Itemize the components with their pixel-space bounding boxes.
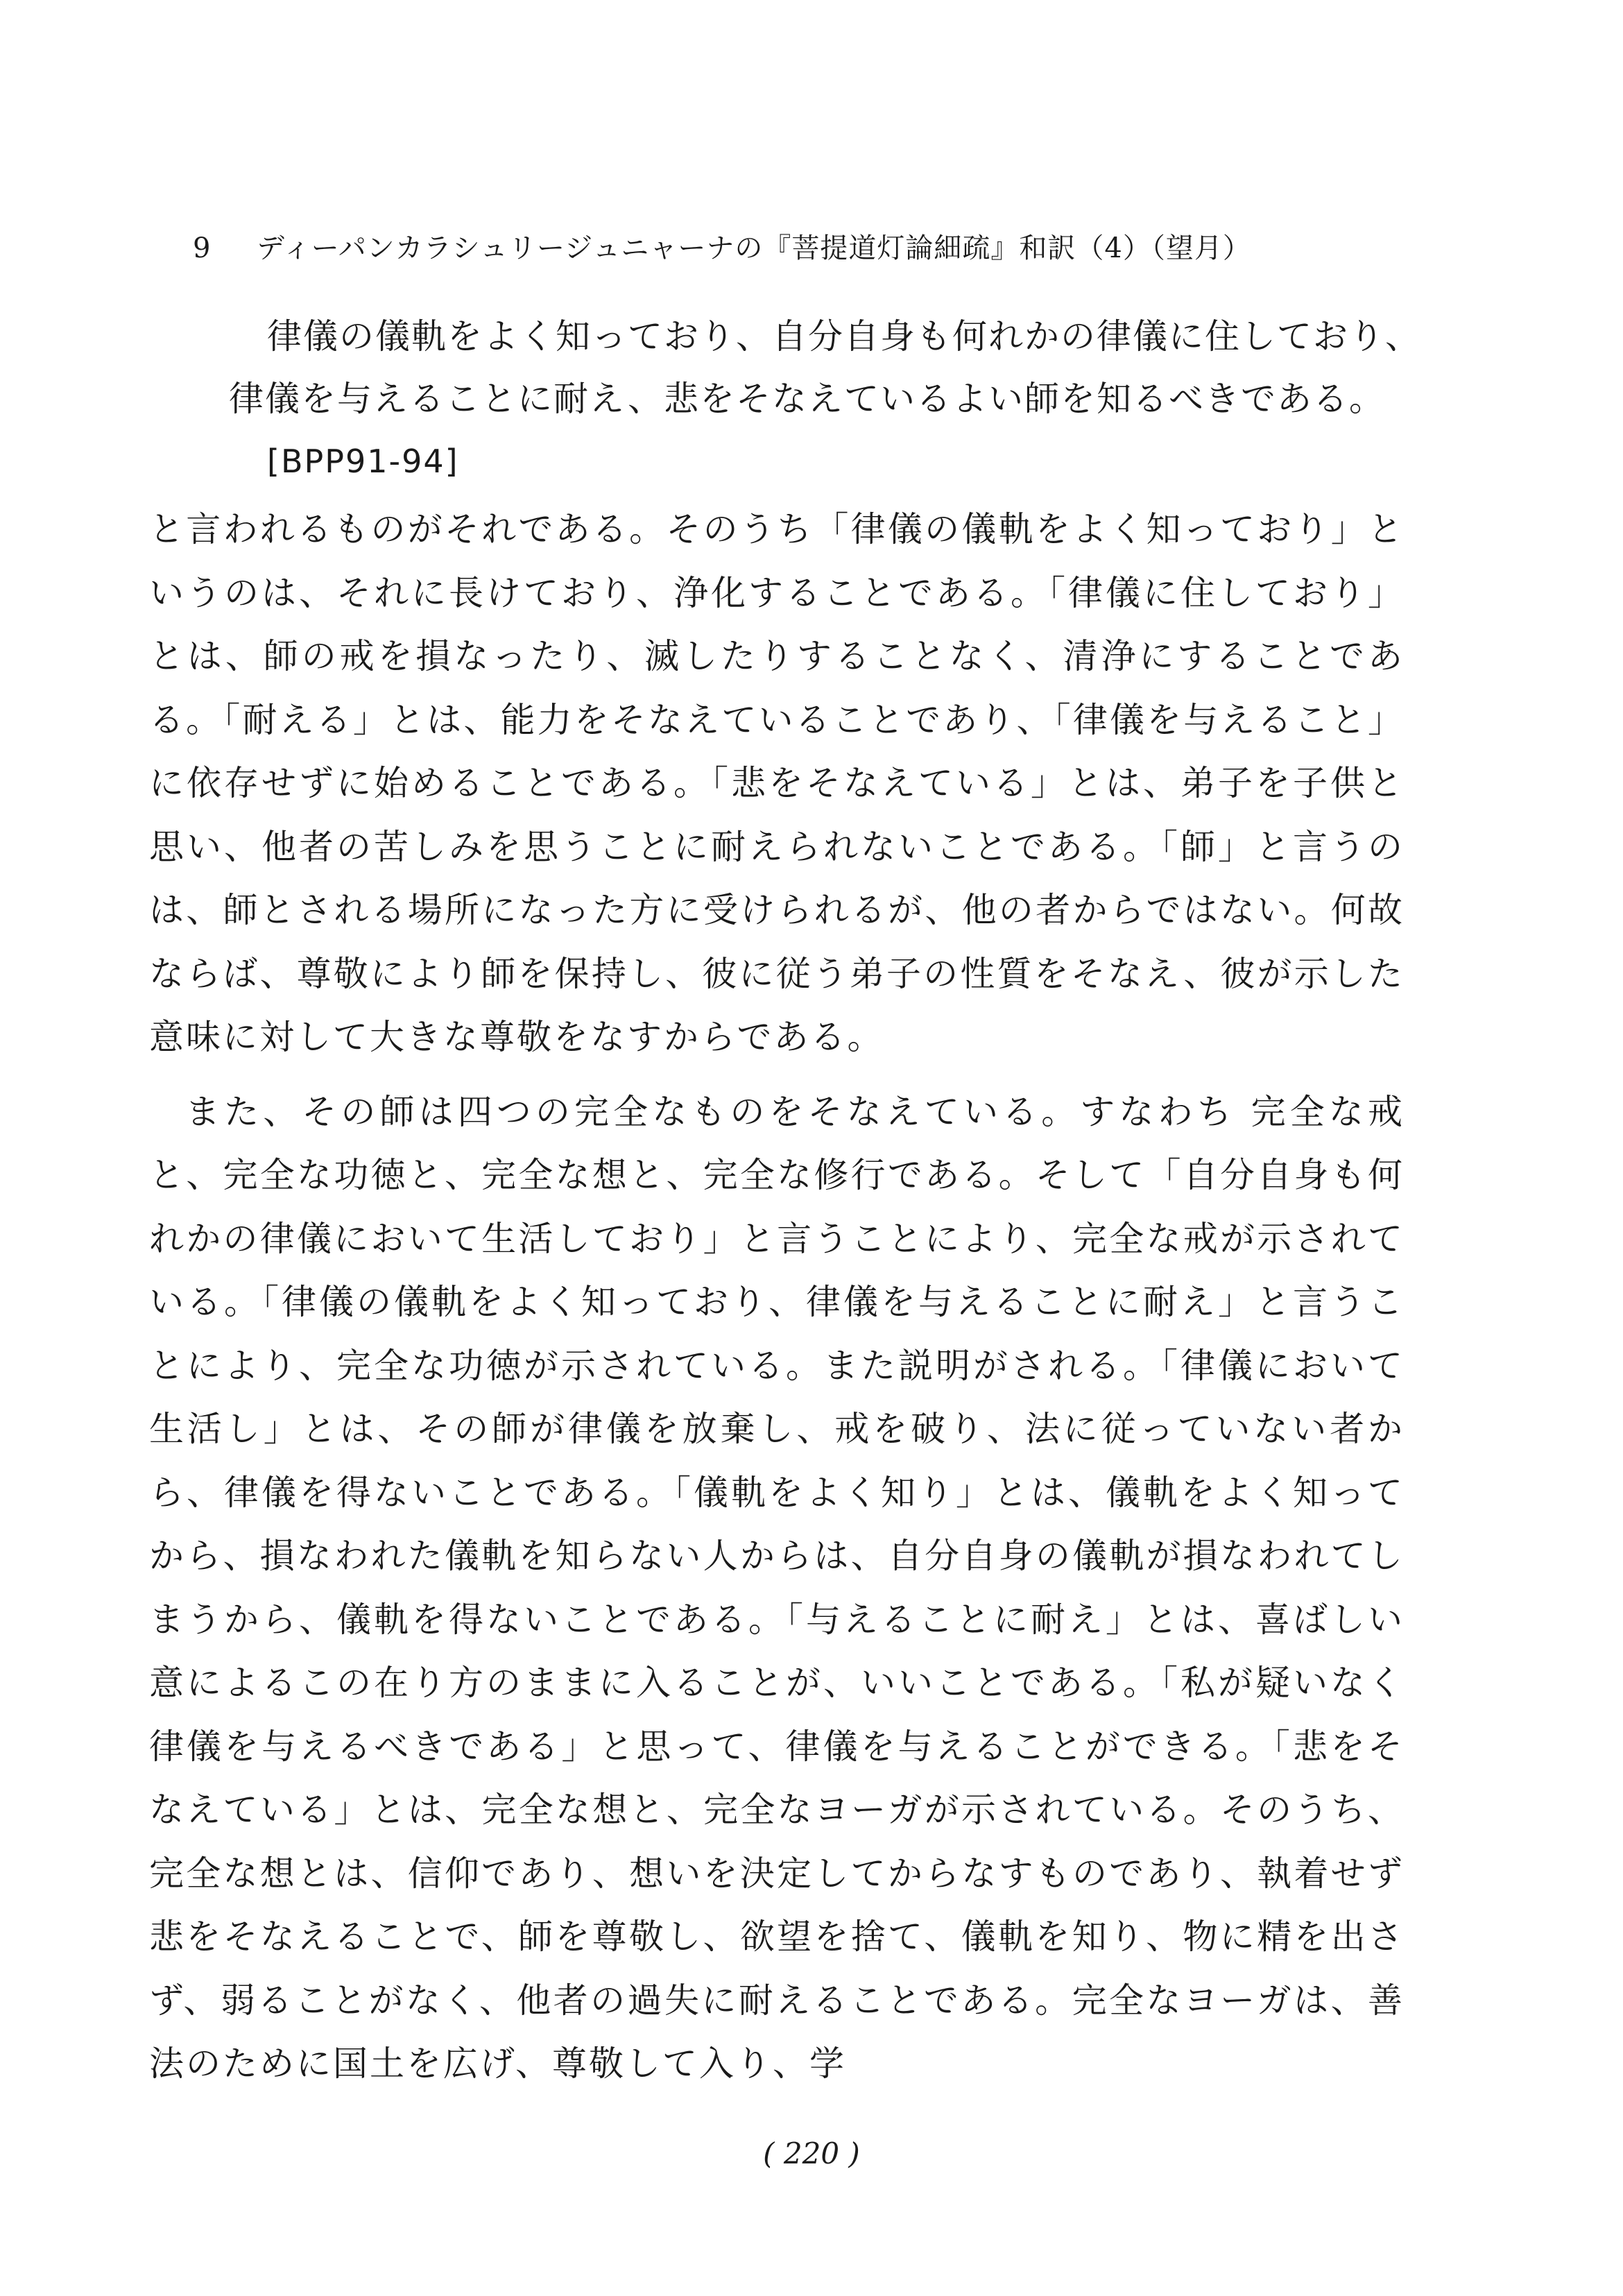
header-title: ディーパンカラシュリージュニャーナの『菩提道灯論細疏』和訳（4）（望月） bbox=[257, 232, 1251, 264]
quote-citation: [BPP91-94] bbox=[267, 443, 459, 480]
verse-quote bbox=[229, 305, 1436, 492]
paragraph-1: と言われるものがそれである。そのうち「律儀の儀軌をよく知っており」というのは、それに長けており、浄化することである。「律儀に住しており」とは、師の戒を損なったり、滅したりすることなく、清浄にすることである。「耐える」とは、能力をそなえていることであり、「律儀を与えること」に依存せずに始めることである。「悲をそなえている」とは、弟子を子供と思い、他者の苦しみを思うことに耐えられないことである。「師」と言うのは、師とされる場所になった方に受けられるが、他の者からではない。何故ならば、尊敬により師を保持し、彼に従う弟子の性質をそなえ、彼が示した意味に対して大きな尊敬をなすからである。 bbox=[149, 509, 1405, 1057]
header-page-number: 9 bbox=[193, 232, 212, 264]
paragraph-2: また、その師は四つの完全なものをそなえている。すなわち 完全な戒と、完全な功徳と、完全な想と、完全な修行である。そして「自分自身も何れかの律儀において生活しており」と言うことにより、完全な戒が示されている。「律儀の儀軌をよく知っており、律儀を与えることに耐え」と言うことにより、完全な功徳が示されている。また説明がされる。「律儀において生活し」とは、その師が律儀を放棄し、戒を破り、法に従っていない者から、律儀を得ないことである。「儀軌をよく知り」とは、儀軌をよく知ってから、損なわれた儀軌を知らない人からは、自分自身の儀軌が損なわれてしまうから、儀軌を得ないことである。「与えることに耐え」とは、喜ばしい意によるこの在り方のままに入ることが、いいことである。「私が疑いなく律儀を与えるべきである」と思って、律儀を与えることができる。「悲をそなえている」とは、完全な想と、完全なヨーガが示されている。そのうち、完全な想とは、信仰であり、想いを決定してからなすものであり、執着せず悲をそなえることで、師を尊敬し、欲望を捨て、儀軌を知り、物に精を出さず、弱ることがなく、他者の過失に耐えることである。完全なヨーガは、善法のために国土を広げ、尊敬して入り、学 bbox=[149, 1091, 1405, 2084]
running-header bbox=[193, 229, 1372, 268]
body-text bbox=[149, 498, 1405, 2096]
page-number-footer: ( 220 ) bbox=[763, 2136, 860, 2170]
quote-line-2: 律儀を与えることに耐え、悲をそなえているよい師を知るべきである。 bbox=[229, 379, 1385, 419]
quote-line-1: 律儀の儀軌をよく知っており、自分自身も何れかの律儀に住しており、 bbox=[267, 316, 1421, 357]
